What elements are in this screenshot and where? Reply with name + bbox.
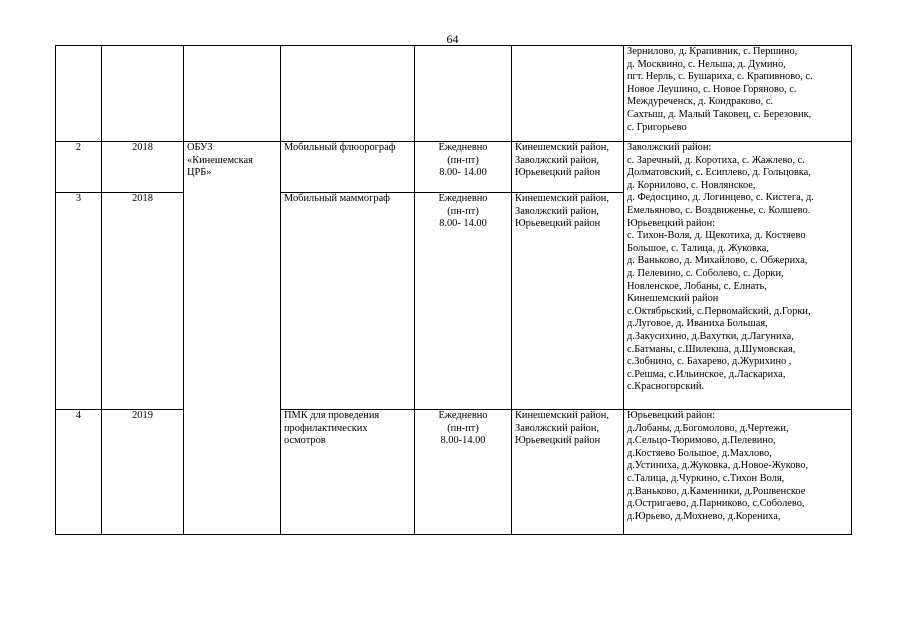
cell-number: 3 [56, 193, 102, 410]
settlement-line: д. Корнилово, с. Новлянское, [627, 179, 756, 191]
settlement-line: Долматовский, с. Есиплево, д. Гольцовка, [627, 167, 811, 179]
settlement-line: с.Красногорский. [627, 381, 705, 393]
cell-year: 2018 [102, 193, 184, 410]
cell-schedule [415, 193, 512, 410]
settlement-line: пгт. Нерль, с. Бушариха, с. Крапивново, с. [627, 71, 813, 83]
settlement-line: Юрьевецкий район: [627, 410, 716, 421]
settlement-line: Емельяново, с. Воздвиженье, с. Колшево. [627, 204, 811, 216]
schedule-days: Ежедневно [438, 410, 488, 421]
settlement-line: д. Москвино, с. Нельша, д. Думино, [627, 58, 786, 70]
cell-equipment: Мобильный маммограф [281, 193, 415, 410]
schedule-hours: 8.00- 14.00 [439, 167, 487, 179]
settlement-line: Междуреченск, д. Кондраково, с. [627, 96, 774, 108]
page-number: 64 [446, 32, 459, 46]
cell-schedule [415, 142, 512, 193]
settlement-line: д.Костяево Большое, д.Махлово, [627, 447, 772, 459]
cell-settlements-merged [624, 142, 852, 410]
cell-year: 2018 [102, 142, 184, 193]
settlement-line: Новленское, Лобаны, с. Елнать, [627, 280, 767, 292]
settlement-line: Большое, с. Талица, д. Жуковка, [627, 242, 769, 254]
settlement-line: д.Устиниха, д.Жуковка, д.Новое-Жуково, [627, 460, 809, 472]
settlement-line: д. Пелевино, с. Соболево, с. Дорки, [627, 267, 784, 279]
cell-equipment: Мобильный флюорограф [281, 142, 415, 193]
settlement-line: д.Закусихино, д.Вахутки, д.Лагуниха, [627, 330, 794, 342]
settlement-line: Заволжский район: [627, 142, 712, 153]
table-row-4 [56, 410, 852, 535]
cell-number: 4 [56, 410, 102, 535]
cell-districts [512, 46, 624, 142]
settlement-line: с. Тихон-Воля, д. Щекотиха, д. Костяево [627, 230, 806, 242]
table-row-continuation [56, 46, 852, 142]
settlement-line: с.Батманы, с.Шилекша, д.Шумовская, [627, 343, 796, 355]
schedule-days: Ежедневно [438, 193, 488, 204]
cell-schedule [415, 46, 512, 142]
settlement-line: с. Заречный, д. Коротиха, с. Жажлево, с. [627, 154, 805, 166]
settlement-line: д.Юрьево, д.Мохнево, д.Корениха, [627, 510, 781, 522]
cell-settlements [624, 46, 852, 142]
table-row-2 [56, 142, 852, 193]
cell-number [56, 46, 102, 142]
settlement-line: д.Луговое, д. Иваниха Большая, [627, 318, 768, 330]
settlement-line: Зернилово, д. Крапивник, с. Першино, [627, 46, 798, 57]
settlement-line: с.Октябрьский, с.Первомайский, д.Горки, [627, 305, 811, 317]
schedule-weekdays: (пн-пт) [447, 154, 479, 166]
settlement-line: Новое Леушино, с. Новое Горяново, с. [627, 83, 797, 95]
settlement-line: д. Ваньково, д. Михайлово, с. Обжериха, [627, 255, 808, 267]
settlement-line: с.Решма, с.Ильинское, д.Ласкариха, [627, 368, 786, 380]
settlement-line: Сахтыш, д. Малый Таковец, с. Березовик, [627, 108, 812, 120]
equipment-schedule-table [55, 45, 852, 535]
settlement-line: д.Остригаево, д.Парниково, с.Соболево, [627, 498, 805, 510]
cell-number: 2 [56, 142, 102, 193]
settlement-line: с.Зобнино, с. Бахарево, д.Журихино , [627, 356, 792, 368]
cell-schedule [415, 410, 512, 535]
schedule-weekdays: (пн-пт) [447, 422, 479, 434]
schedule-weekdays: (пн-пт) [447, 205, 479, 217]
settlement-line: д.Сельцо-Тюримово, д.Пелевино, [627, 435, 776, 447]
settlement-line: д. Федосцино, д. Логинцево, с. Кистега, д. [627, 192, 814, 204]
cell-year: 2019 [102, 410, 184, 535]
schedule-days: Ежедневно [438, 142, 488, 153]
cell-districts: Кинешемский район, Заволжский район, Юрьевецкий район [512, 410, 624, 535]
settlement-line: д.Ваньково, д.Каменники, д.Рошвенское [627, 485, 806, 497]
settlement-line: д.Лобаны, д.Богомолово, д.Чертежи, [627, 422, 789, 434]
cell-organization [184, 46, 281, 142]
settlement-line: с. Григорьево [627, 121, 687, 133]
schedule-hours: 8.00-14.00 [440, 435, 486, 447]
settlement-line: с.Талица, д.Чуркино, с.Тихон Воля, [627, 472, 785, 484]
settlement-line: Кинешемский район [627, 293, 719, 305]
schedule-hours: 8.00- 14.00 [439, 218, 487, 230]
cell-equipment [281, 46, 415, 142]
cell-districts: Кинешемский район, Заволжский район, Юрьевецкий район [512, 193, 624, 410]
cell-settlements [624, 410, 852, 535]
cell-equipment: ПМК для проведения профилактических осмотров [281, 410, 415, 535]
cell-districts: Кинешемский район, Заволжский район, Юрьевецкий район [512, 142, 624, 193]
settlement-line: Юрьевецкий район: [627, 217, 716, 229]
cell-organization: ОБУЗ «Кинешемская ЦРБ» [184, 142, 281, 535]
cell-year [102, 46, 184, 142]
